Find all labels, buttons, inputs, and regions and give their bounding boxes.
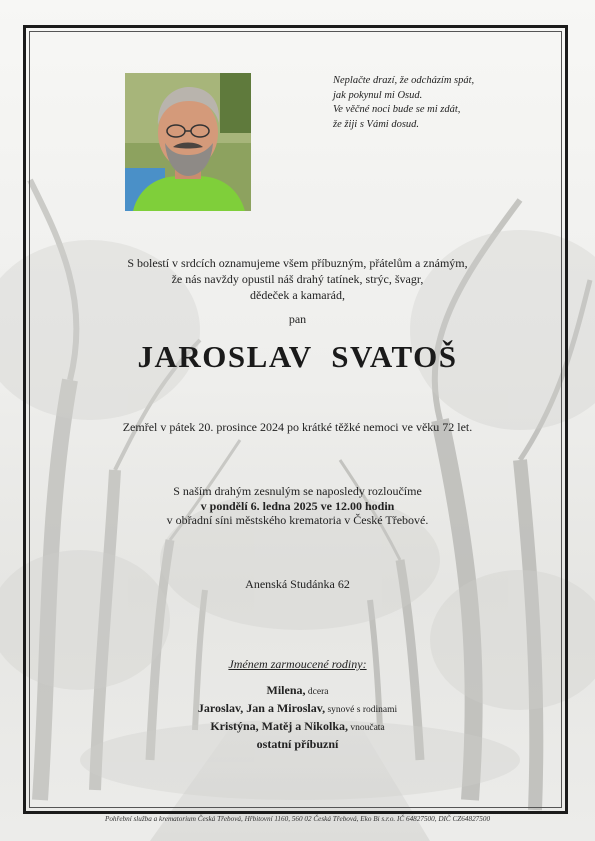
title-prefix: pan: [288, 312, 307, 326]
funeral-line: S naším drahým zesnulým se naposledy rozloučíme: [173, 484, 422, 498]
family-heading: Jménem zarmoucené rodiny:: [228, 657, 367, 671]
funeral-details: [60, 484, 535, 528]
family-member-names: ostatní příbuzní: [256, 737, 339, 751]
poem: [333, 74, 553, 132]
footer-funeral-service: Pohřební služba a krematorium Česká Třebová, Hřbitovní 1160, 560 02 Česká Třebová, Eko Bi s.r.o. IČ 64827500, DIČ CZ64827500: [104, 815, 491, 823]
family-member-relation: vnoučata: [348, 723, 385, 733]
family-member-relation: synové s rodinami: [325, 705, 398, 715]
deceased-name: JAROSLAV SVATOŠ: [137, 339, 458, 374]
announcement-text: [60, 255, 535, 303]
announcement-line: S bolestí v srdcích oznamujeme všem příbuzným, přátelům a známým,: [127, 256, 468, 270]
poem-line: Neplačte drazí, že odcházím spát,: [333, 75, 475, 86]
portrait-photo: [125, 73, 251, 211]
address: Anenská Studánka 62: [245, 577, 350, 591]
family-member-relation: dcera: [305, 687, 329, 697]
announcement-line: dědeček a kamarád,: [250, 288, 345, 302]
poem-line: jak pokynul mi Osud.: [333, 89, 423, 101]
family-member: [60, 718, 535, 736]
announcement-line: že nás navždy opustil náš drahý tatínek, strýc, švagr,: [171, 272, 424, 286]
family-signatures: [60, 656, 535, 754]
family-member: [60, 700, 535, 718]
funeral-location: v obřadní síni městského krematoria v České Třebové.: [166, 513, 429, 527]
funeral-date-time: v pondělí 6. ledna 2025 ve 12.00 hodin: [200, 498, 395, 513]
poem-line: že žiji s Vámi dosud.: [333, 118, 420, 130]
family-member: [60, 736, 535, 754]
family-member-names: Jaroslav, Jan a Miroslav,: [197, 701, 326, 715]
family-member-names: Kristýna, Matěj a Nikolka,: [210, 719, 348, 733]
death-notice: Zemřel v pátek 20. prosince 2024 po krátké těžké nemoci ve věku 72 let.: [122, 420, 473, 434]
family-member: [60, 682, 535, 700]
family-member-names: Milena,: [266, 683, 306, 697]
poem-line: Ve věčné noci bude se mi zdát,: [333, 104, 461, 115]
